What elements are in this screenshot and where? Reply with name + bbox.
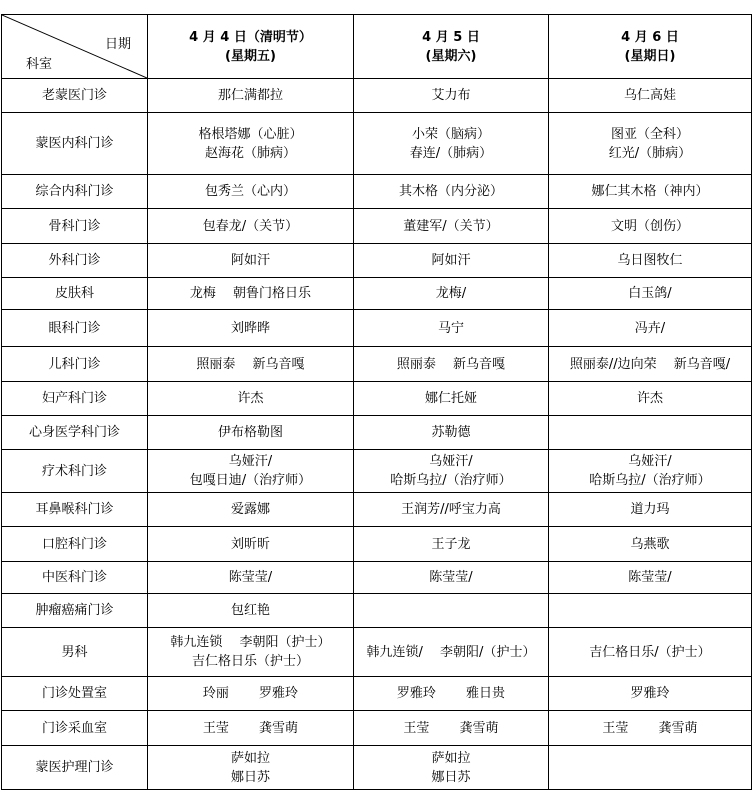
table-row <box>2 746 752 790</box>
staff-entry: 韩九连锁 李朝阳（护士） <box>170 635 331 650</box>
duty-cell-day-3 <box>549 382 752 416</box>
staff-entry: 陈莹莹/ <box>228 570 273 585</box>
header-row <box>2 15 752 79</box>
duty-cell-day-3 <box>549 746 752 790</box>
staff-entry: 陈莹莹/ <box>429 570 473 585</box>
staff-entry: 王润芳//呼宝力高 <box>401 502 501 517</box>
duty-cell-day-1 <box>148 416 354 450</box>
duty-cell-day-2 <box>354 628 549 677</box>
staff-entry: 王莹 龚雪萌 <box>202 720 299 736</box>
duty-cell-day-2 <box>354 711 549 746</box>
staff-entry: 其木格（内分泌） <box>398 184 503 199</box>
table-row <box>2 677 752 711</box>
department-cell: 门诊处置室 <box>2 677 148 711</box>
staff-entry: 萨如拉 <box>230 750 270 766</box>
department-cell: 蒙医内科门诊 <box>2 113 148 175</box>
staff-entry: 白玉鸽/ <box>628 286 672 301</box>
duty-cell-day-2 <box>354 347 549 382</box>
staff-entry: 龙梅/ <box>435 286 467 301</box>
staff-entry: 王子龙 <box>431 536 471 552</box>
staff-entry: 图亚（全科） <box>610 126 689 142</box>
table-row <box>2 562 752 594</box>
staff-entry: 吉仁格日乐（护士） <box>191 654 309 669</box>
staff-entry: 阿如汗 <box>230 253 270 268</box>
staff-entry: 那仁满都拉 <box>217 88 283 103</box>
staff-entry: 马宁 <box>437 320 464 336</box>
staff-entry: 包春龙/（关节） <box>202 218 299 234</box>
staff-entry: 董建军/（关节） <box>403 218 499 234</box>
staff-entry: 哈斯乌拉/（治疗师） <box>390 473 512 488</box>
duty-cell-day-2 <box>354 527 549 562</box>
table-row <box>2 416 752 450</box>
department-cell: 老蒙医门诊 <box>2 79 148 113</box>
staff-entry: 哈斯乌拉/（治疗师） <box>589 473 711 488</box>
staff-entry: 赵海花（肺病） <box>204 145 296 161</box>
duty-cell-day-3 <box>549 209 752 244</box>
duty-cell-day-2 <box>354 209 549 244</box>
department-cell: 男科 <box>2 628 148 677</box>
table-row <box>2 347 752 382</box>
staff-entry: 刘昕昕 <box>230 536 270 552</box>
duty-cell-day-3 <box>549 278 752 310</box>
department-cell: 疗术科门诊 <box>2 450 148 493</box>
staff-entry: 小荣（脑病） <box>411 126 490 142</box>
department-cell: 蒙医护理门诊 <box>2 746 148 790</box>
day-date: 4 月 6 日 <box>621 29 679 45</box>
staff-entry: 照丽泰 新乌音嘎 <box>196 356 305 372</box>
duty-cell-day-3 <box>549 594 752 628</box>
staff-entry: 文明（创伤） <box>610 218 689 234</box>
duty-cell-day-2 <box>354 175 549 209</box>
department-cell: 中医科门诊 <box>2 562 148 594</box>
staff-entry: 娜日苏 <box>230 769 270 785</box>
staff-entry: 爱露娜 <box>230 502 270 517</box>
department-cell: 外科门诊 <box>2 244 148 278</box>
day-header-3 <box>549 15 752 79</box>
table-row <box>2 527 752 562</box>
duty-cell-day-1 <box>148 711 354 746</box>
department-cell: 骨科门诊 <box>2 209 148 244</box>
table-row <box>2 628 752 677</box>
duty-cell-day-1 <box>148 594 354 628</box>
table-row <box>2 493 752 527</box>
day-date: 4 月 5 日 <box>422 29 480 45</box>
staff-entry: 乌娅汗/ <box>628 454 672 469</box>
staff-entry: 乌日图牧仁 <box>617 253 683 268</box>
table-row <box>2 278 752 310</box>
table-row <box>2 209 752 244</box>
duty-cell-day-1 <box>148 493 354 527</box>
department-cell: 门诊采血室 <box>2 711 148 746</box>
duty-cell-day-2 <box>354 450 549 493</box>
staff-entry: 玲丽 罗雅玲 <box>202 686 299 701</box>
duty-cell-day-3 <box>549 347 752 382</box>
duty-cell-day-2 <box>354 278 549 310</box>
corner-dept-label: 科室 <box>26 57 53 72</box>
department-cell: 耳鼻喉科门诊 <box>2 493 148 527</box>
staff-entry: 龙梅 朝鲁门格日乐 <box>189 286 312 301</box>
staff-entry: 乌燕歌 <box>630 536 670 552</box>
day-date: 4 月 4 日（清明节） <box>189 29 312 45</box>
duty-cell-day-3 <box>549 450 752 493</box>
duty-cell-day-1 <box>148 79 354 113</box>
duty-cell-day-1 <box>148 527 354 562</box>
duty-cell-day-3 <box>549 416 752 450</box>
schedule-table <box>1 14 752 790</box>
duty-cell-day-2 <box>354 382 549 416</box>
staff-entry: 阿如汗 <box>431 253 471 268</box>
table-row <box>2 79 752 113</box>
duty-cell-day-2 <box>354 493 549 527</box>
duty-cell-day-3 <box>549 113 752 175</box>
department-cell: 口腔科门诊 <box>2 527 148 562</box>
staff-entry: 乌仁高娃 <box>623 88 676 103</box>
staff-entry: 许杰 <box>636 391 663 406</box>
duty-cell-day-2 <box>354 310 549 347</box>
staff-entry: 陈莹莹/ <box>628 570 672 585</box>
day-weekday: (星期日) <box>624 48 676 64</box>
staff-entry: 罗雅玲 <box>630 686 670 701</box>
department-cell: 妇产科门诊 <box>2 382 148 416</box>
day-weekday: (星期五) <box>225 48 276 64</box>
duty-cell-day-1 <box>148 677 354 711</box>
staff-entry: 娜仁其木格（神内） <box>591 184 709 199</box>
staff-entry: 春连/（肺病） <box>409 145 493 161</box>
staff-entry: 包嘎日迪/（治疗师） <box>189 473 312 488</box>
duty-cell-day-3 <box>549 628 752 677</box>
duty-cell-day-3 <box>549 677 752 711</box>
duty-cell-day-1 <box>148 347 354 382</box>
staff-entry: 包红艳 <box>230 603 270 618</box>
staff-entry: 娜仁托娅 <box>424 391 477 406</box>
corner-date-label: 日期 <box>104 37 131 52</box>
duty-cell-day-1 <box>148 175 354 209</box>
duty-cell-day-2 <box>354 416 549 450</box>
staff-entry: 王莹 龚雪萌 <box>403 720 499 736</box>
duty-cell-day-3 <box>549 79 752 113</box>
staff-entry: 萨如拉 <box>431 750 471 766</box>
staff-entry: 苏勒德 <box>431 425 471 440</box>
duty-cell-day-1 <box>148 113 354 175</box>
table-row <box>2 382 752 416</box>
duty-cell-day-1 <box>148 562 354 594</box>
staff-entry: 许杰 <box>237 391 264 406</box>
table-row <box>2 175 752 209</box>
staff-entry: 乌娅汗/ <box>429 454 473 469</box>
duty-cell-day-3 <box>549 711 752 746</box>
department-cell: 肿瘤癌痛门诊 <box>2 594 148 628</box>
department-cell: 心身医学科门诊 <box>2 416 148 450</box>
table-row <box>2 450 752 493</box>
staff-entry: 艾力布 <box>431 88 471 103</box>
day-header-2 <box>354 15 549 79</box>
staff-entry: 红光/（肺病） <box>608 145 692 161</box>
duty-cell-day-2 <box>354 746 549 790</box>
table-row <box>2 113 752 175</box>
staff-entry: 娜日苏 <box>431 769 471 785</box>
department-cell: 儿科门诊 <box>2 347 148 382</box>
duty-cell-day-1 <box>148 209 354 244</box>
department-cell: 综合内科门诊 <box>2 175 148 209</box>
duty-cell-day-3 <box>549 244 752 278</box>
staff-entry: 王莹 龚雪萌 <box>602 720 698 736</box>
duty-cell-day-1 <box>148 310 354 347</box>
day-weekday: (星期六) <box>425 48 477 64</box>
duty-cell-day-3 <box>549 175 752 209</box>
table-row <box>2 594 752 628</box>
duty-cell-day-2 <box>354 79 549 113</box>
duty-cell-day-2 <box>354 562 549 594</box>
staff-entry: 道力玛 <box>630 502 670 517</box>
staff-entry: 照丽泰//边向荣 新乌音嘎/ <box>569 356 731 372</box>
duty-cell-day-2 <box>354 244 549 278</box>
duty-cell-day-1 <box>148 746 354 790</box>
duty-cell-day-1 <box>148 382 354 416</box>
staff-entry: 冯卉/ <box>634 320 666 336</box>
table-row <box>2 310 752 347</box>
staff-entry: 伊布格勒图 <box>217 425 283 440</box>
duty-cell-day-3 <box>549 310 752 347</box>
duty-cell-day-1 <box>148 244 354 278</box>
table-row <box>2 244 752 278</box>
staff-entry: 罗雅玲 雅日贵 <box>396 686 506 701</box>
duty-cell-day-2 <box>354 594 549 628</box>
duty-cell-day-1 <box>148 628 354 677</box>
duty-cell-day-3 <box>549 562 752 594</box>
staff-entry: 韩九连锁/ 李朝阳/（护士） <box>366 644 536 660</box>
staff-entry: 刘晔晔 <box>230 320 270 336</box>
corner-cell <box>2 15 148 79</box>
staff-entry: 吉仁格日乐/（护士） <box>589 644 711 660</box>
staff-entry: 乌娅汗/ <box>228 454 273 469</box>
duty-cell-day-1 <box>148 450 354 493</box>
staff-entry: 照丽泰 新乌音嘎 <box>396 356 506 372</box>
day-header-1 <box>148 15 354 79</box>
staff-entry: 包秀兰（心内） <box>204 184 296 199</box>
schedule-body <box>2 15 752 790</box>
duty-cell-day-3 <box>549 493 752 527</box>
duty-cell-day-2 <box>354 113 549 175</box>
department-cell: 皮肤科 <box>2 278 148 310</box>
duty-cell-day-1 <box>148 278 354 310</box>
duty-cell-day-3 <box>549 527 752 562</box>
duty-cell-day-2 <box>354 677 549 711</box>
table-row <box>2 711 752 746</box>
department-cell: 眼科门诊 <box>2 310 148 347</box>
staff-entry: 格根塔娜（心脏） <box>198 126 303 142</box>
